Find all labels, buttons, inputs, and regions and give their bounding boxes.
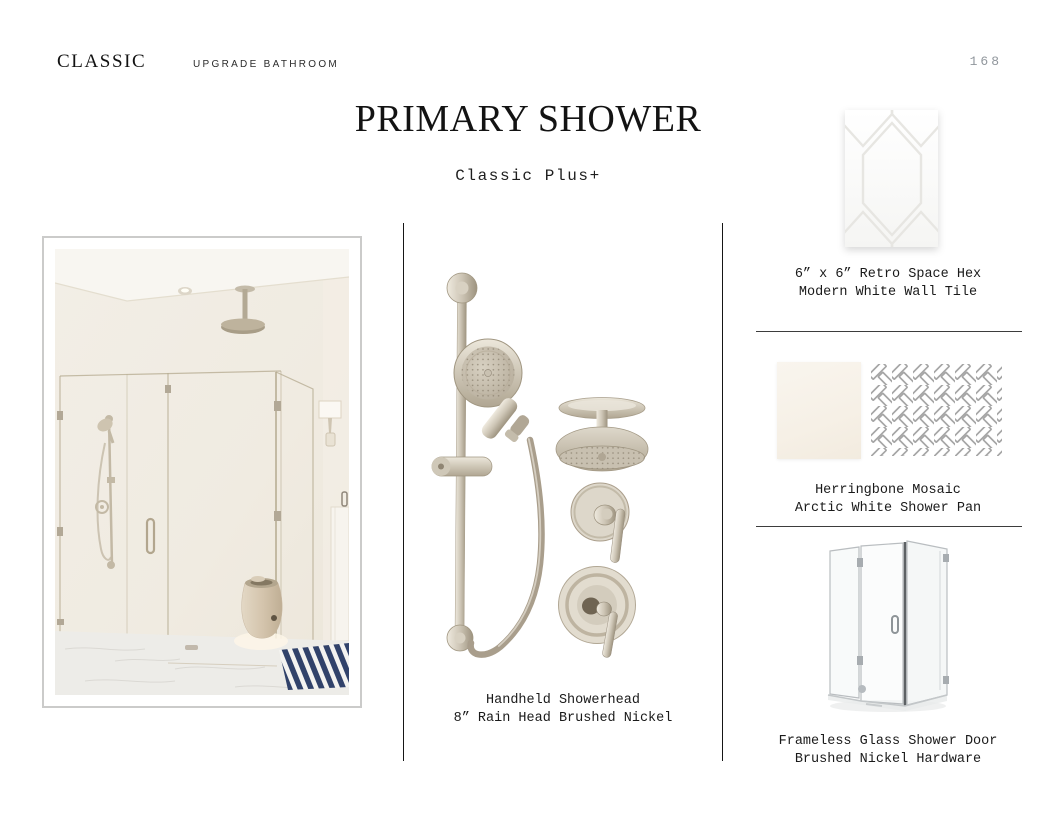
shower-pan-caption-line2: Arctic White Shower Pan xyxy=(794,501,982,516)
fixture-caption-line2: 8” Rain Head Brushed Nickel xyxy=(453,711,673,726)
shower-pan-caption-line1: Herringbone Mosaic xyxy=(815,483,961,498)
wall-tile-caption-line2: Modern White Wall Tile xyxy=(798,285,978,300)
shower-door-caption-line1: Frameless Glass Shower Door xyxy=(778,734,998,749)
section-label: UPGRADE BATHROOM xyxy=(193,59,340,70)
hex-wall-tile-swatch xyxy=(845,110,938,247)
page-subtitle: Classic Plus+ xyxy=(455,167,601,185)
divider-right xyxy=(722,223,723,761)
wall-tile-caption-line1: 6” x 6” Retro Space Hex xyxy=(794,267,982,282)
shower-door-caption xyxy=(742,733,1034,769)
page-number: 168 xyxy=(969,54,1002,69)
page-title: PRIMARY SHOWER xyxy=(354,98,702,140)
shower-room-photo-frame xyxy=(42,236,362,708)
brand-logo: CLASSIC xyxy=(57,51,147,72)
herringbone-mosaic-swatch xyxy=(871,364,1002,456)
fixture-caption xyxy=(404,692,722,728)
rule-after-wall-tile xyxy=(756,331,1022,332)
arctic-white-swatch xyxy=(777,362,861,459)
shower-room-photo xyxy=(55,249,349,695)
divider-left xyxy=(403,223,404,761)
wall-tile-caption xyxy=(742,266,1034,302)
fixture-caption-line1: Handheld Showerhead xyxy=(486,693,640,708)
shower-door-caption-line2: Brushed Nickel Hardware xyxy=(794,752,982,767)
shower-pan-caption xyxy=(742,482,1034,518)
glass-shower-door-illustration xyxy=(826,538,953,715)
rule-after-shower-pan xyxy=(756,526,1022,527)
shower-fixture-illustration xyxy=(418,258,718,688)
